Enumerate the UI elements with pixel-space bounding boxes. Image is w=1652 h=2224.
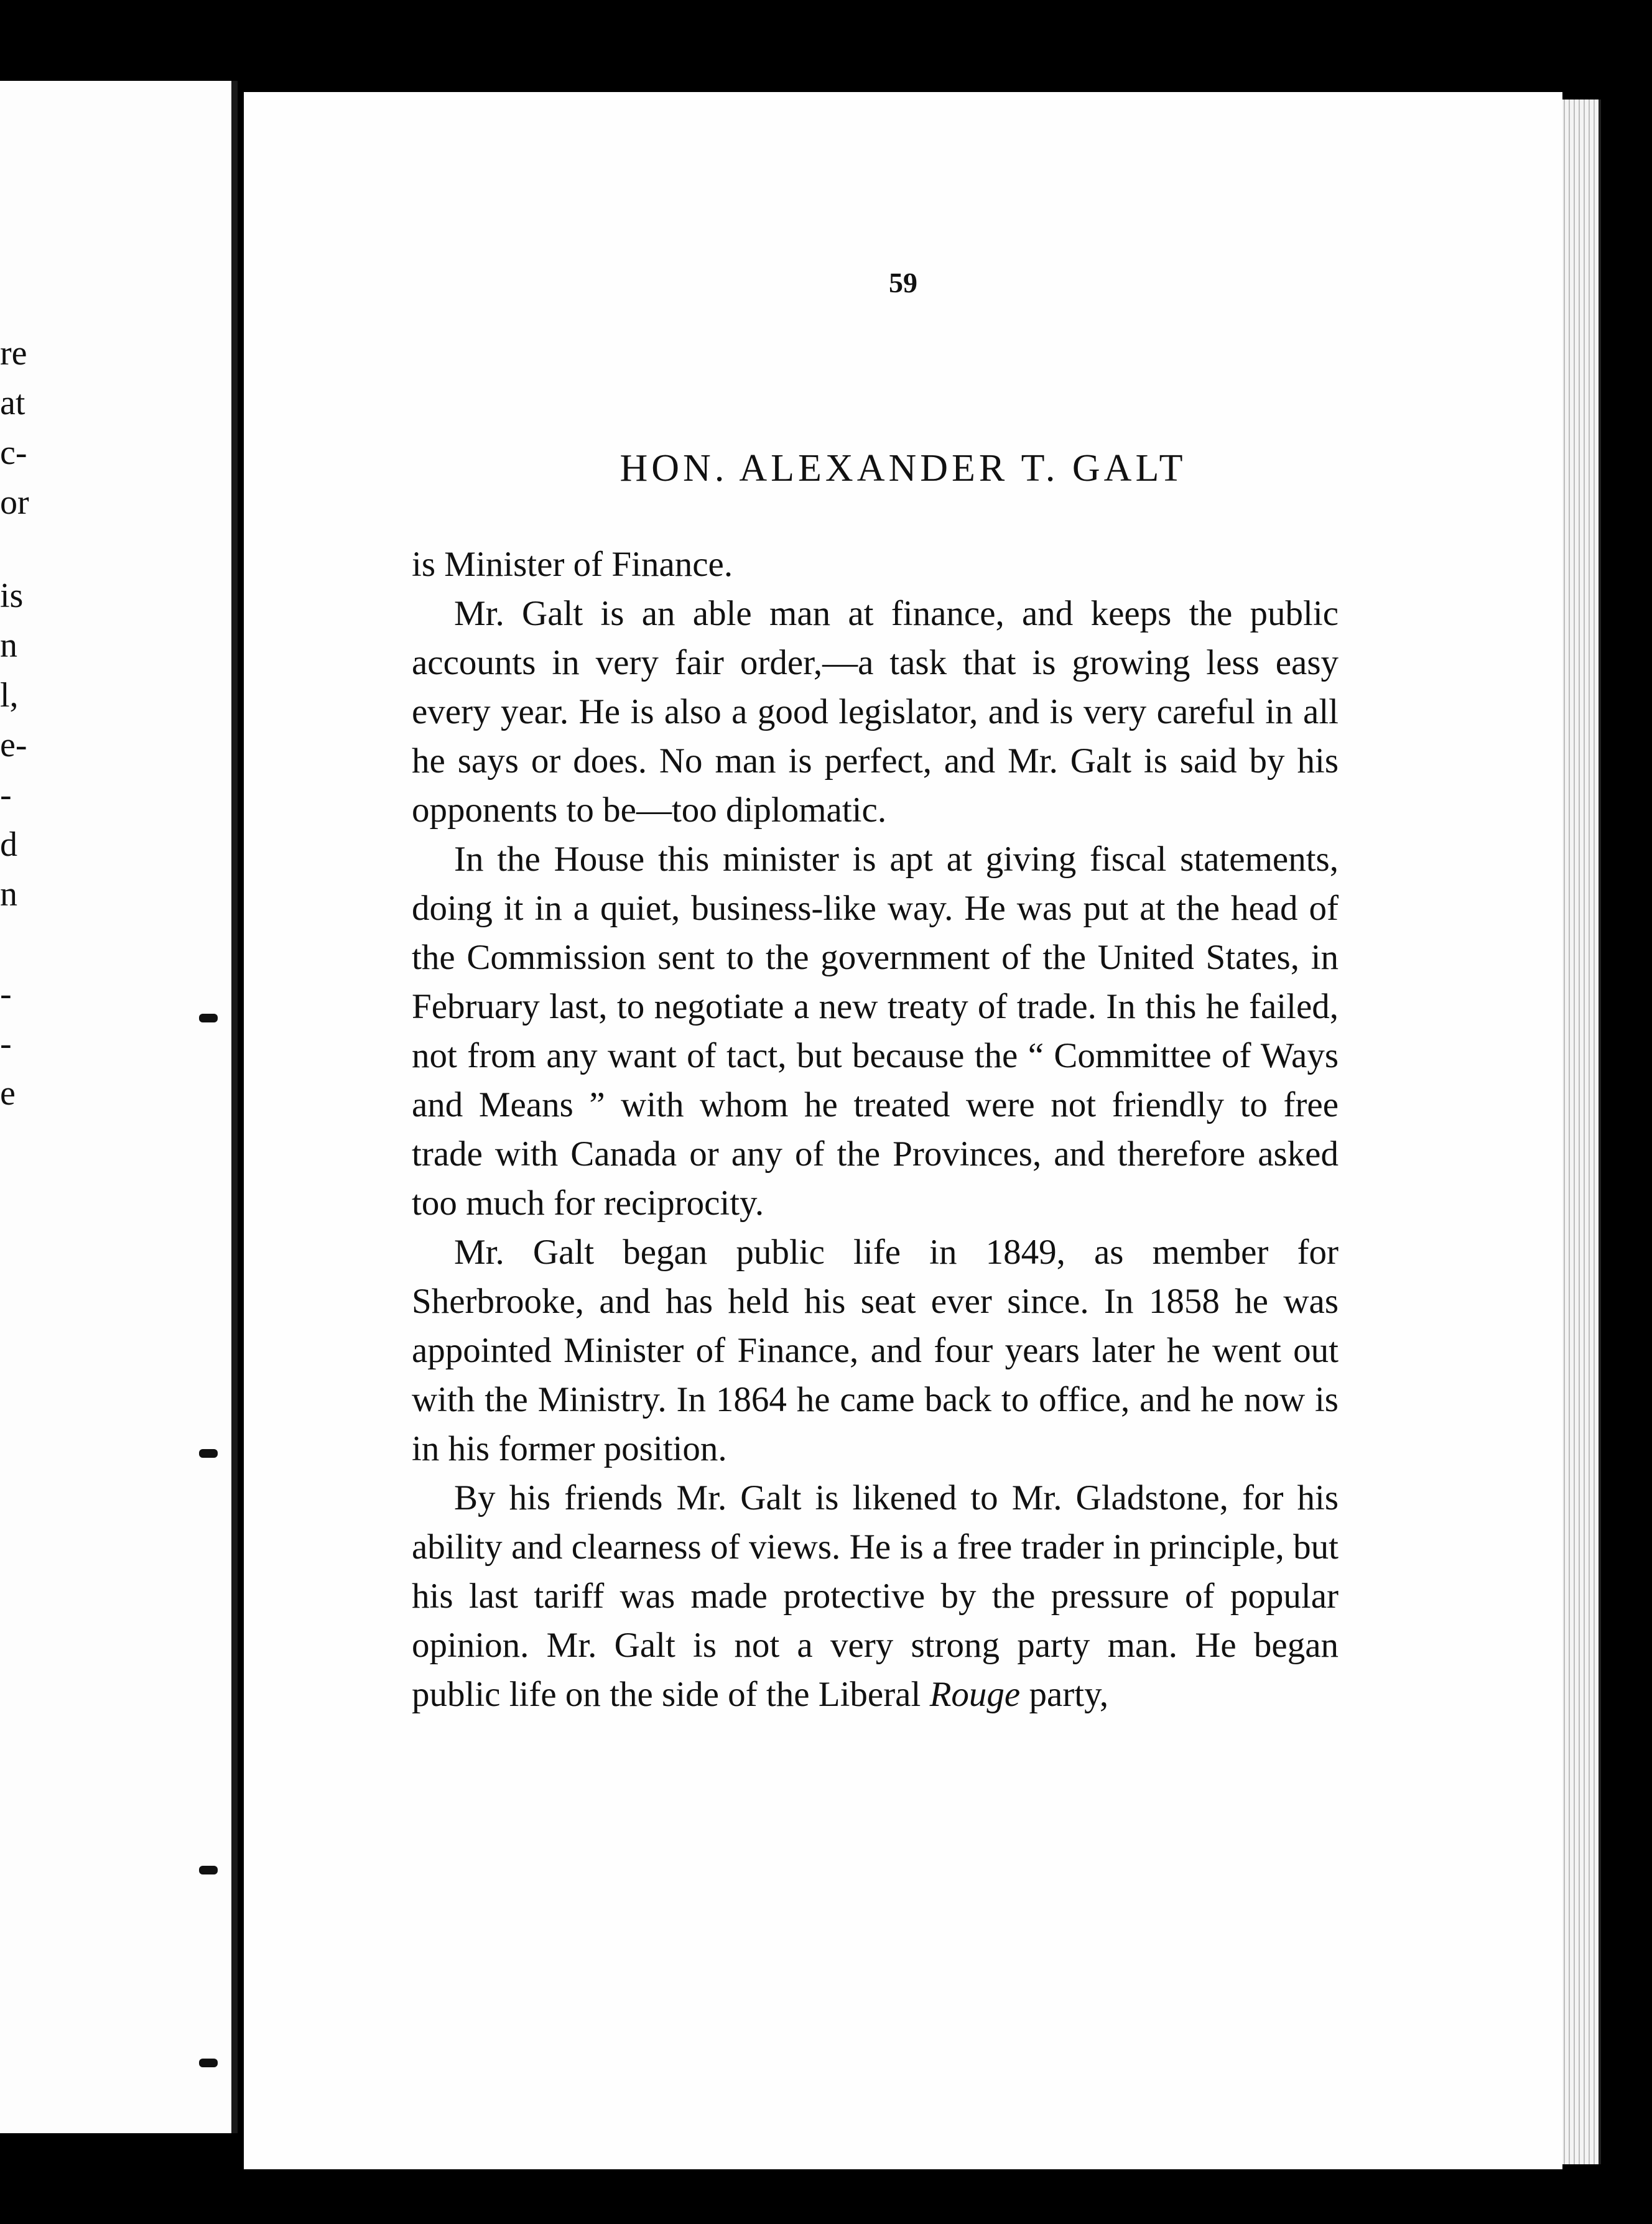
binding-mark: [199, 1449, 218, 1458]
body-text: [412, 540, 1339, 1719]
facing-page-fragment: n: [0, 875, 17, 914]
italic-term: Rouge: [929, 1675, 1021, 1714]
facing-page: [0, 81, 238, 2133]
facing-page-fragment: l,: [0, 676, 19, 715]
facing-page-fragment: n: [0, 626, 17, 665]
facing-page-fragment: e-: [0, 726, 27, 764]
facing-page-fragment: e: [0, 1074, 16, 1113]
facing-page-fragment: is: [0, 577, 24, 615]
facing-page-fragment: at: [0, 384, 26, 422]
paragraph-text: party,: [1020, 1675, 1109, 1714]
paragraph: Mr. Galt is an able man at finance, and keeps the public accounts in very fair order,—a task that is growing less easy every year. He is also a good legislator, and is very careful in all he says or does. No man is perfect, and Mr. Galt is said by his opponents to be—too diplomatic.: [412, 594, 1339, 830]
paragraph: is Minister of Finance.: [412, 545, 733, 584]
facing-page-fragment: -: [0, 1024, 12, 1063]
paragraph: In the House this minister is apt at giving fiscal statements, doing it in a quiet, business-like way. He was put at the head of the Commission sent to the government of the United States, in February last, to negotiate a new treaty of trade. In this he failed, not from any want of tact, but because the “ Committee of Ways and Means ” with whom he treated were not friendly to free trade with Canada or any of the Provinces, and therefore asked too much for reciprocity.: [412, 840, 1339, 1223]
facing-page-fragment: c-: [0, 433, 27, 472]
book-page: [244, 92, 1562, 2169]
facing-page-fragment: d: [0, 825, 17, 864]
page-number: 59: [889, 267, 917, 299]
binding-mark: [199, 1014, 218, 1022]
facing-page-fragment: or: [0, 483, 29, 522]
facing-page-fragment: re: [0, 334, 27, 373]
facing-page-text-fragments: [0, 81, 231, 2133]
section-heading: HON. ALEXANDER T. GALT: [620, 447, 1187, 489]
paragraph-text: By his friends Mr. Galt is likened to Mr. Gladstone, for his ability and clearness of views. He is a free trader in principle, but his last tariff was made protective by the pressure of popular opinion. Mr. Galt is not a very strong party man. He began public life on the side of the Liberal: [412, 1478, 1339, 1714]
paragraph: [412, 1473, 1339, 1719]
binding-mark: [199, 2059, 218, 2067]
facing-page-fragment: -: [0, 776, 12, 814]
binding-mark: [199, 1866, 218, 1874]
paragraph: Mr. Galt began public life in 1849, as member for Sherbrooke, and has held his seat ever since. In 1858 he was appointed Minister of Finance, and four years later he went out with the Ministry. In 1864 he came back to office, and he now is in his former position.: [412, 1233, 1339, 1468]
facing-page-fragment: -: [0, 975, 12, 1013]
